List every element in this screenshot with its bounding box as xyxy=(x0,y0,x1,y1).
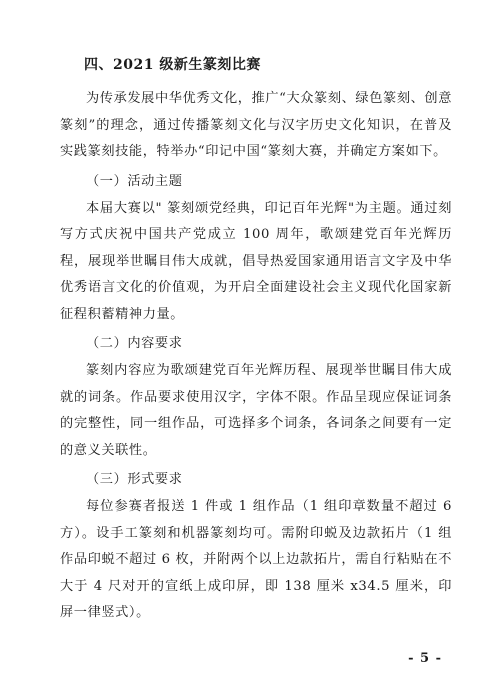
page-number: - 5 - xyxy=(408,651,442,666)
intro-paragraph: 为传承发展中华优秀文化，推广“大众篆刻、绿色篆刻、创意篆刻”的理念，通过传播篆刻文化与汉字历史文化知识，在普及实践篆刻技能，特举办“印记中国“篆刻大赛，并确定方案如下。 xyxy=(60,91,452,159)
content-requirements-paragraph: 篆刻内容应为歌颂建党百年光辉历程、展现举世瞩目伟大成就的词条。作品要求使用汉字，字体不限。作品呈现应保证词条的完整性，同一组作品，可选择多个词条，各词条之间要有一定的意义关联性。 xyxy=(60,363,452,458)
subhead-format-requirements: （三）形式要求 xyxy=(86,472,183,487)
activity-theme-paragraph: 本届大赛以" 篆刻颂党经典，印记百年光辉"为主题。通过刻写方式庆祝中国共产党成立 100 周年，歌颂建党百年光辉历程，展现举世瞩目伟大成就，倡导热爱国家通用语言文字及中华优秀语言文化的价值观，为开启全面建设社会主义现代化国家新征程积蓄精神力量。 xyxy=(60,200,452,322)
section-title: 四、2021 级新生篆刻比赛 xyxy=(84,57,261,73)
format-requirements-paragraph: 每位参赛者报送 1 件或 1 组作品（1 组印章数量不超过 6 方）。设手工篆刻和机器篆刻均可。需附印蜕及边款拓片（1 组作品印蜕不超过 6 枚，并附两个以上边款拓片，需自行粘贴在不大于 4 尺对开的宣纸上成印屏，即 138 厘米 x34.5 厘米，印屏一律竖式）。 xyxy=(60,499,452,620)
document-body xyxy=(60,52,452,627)
subhead-activity-theme: （一）活动主题 xyxy=(86,173,183,189)
subhead-content-requirements: （二）内容要求 xyxy=(86,336,183,351)
